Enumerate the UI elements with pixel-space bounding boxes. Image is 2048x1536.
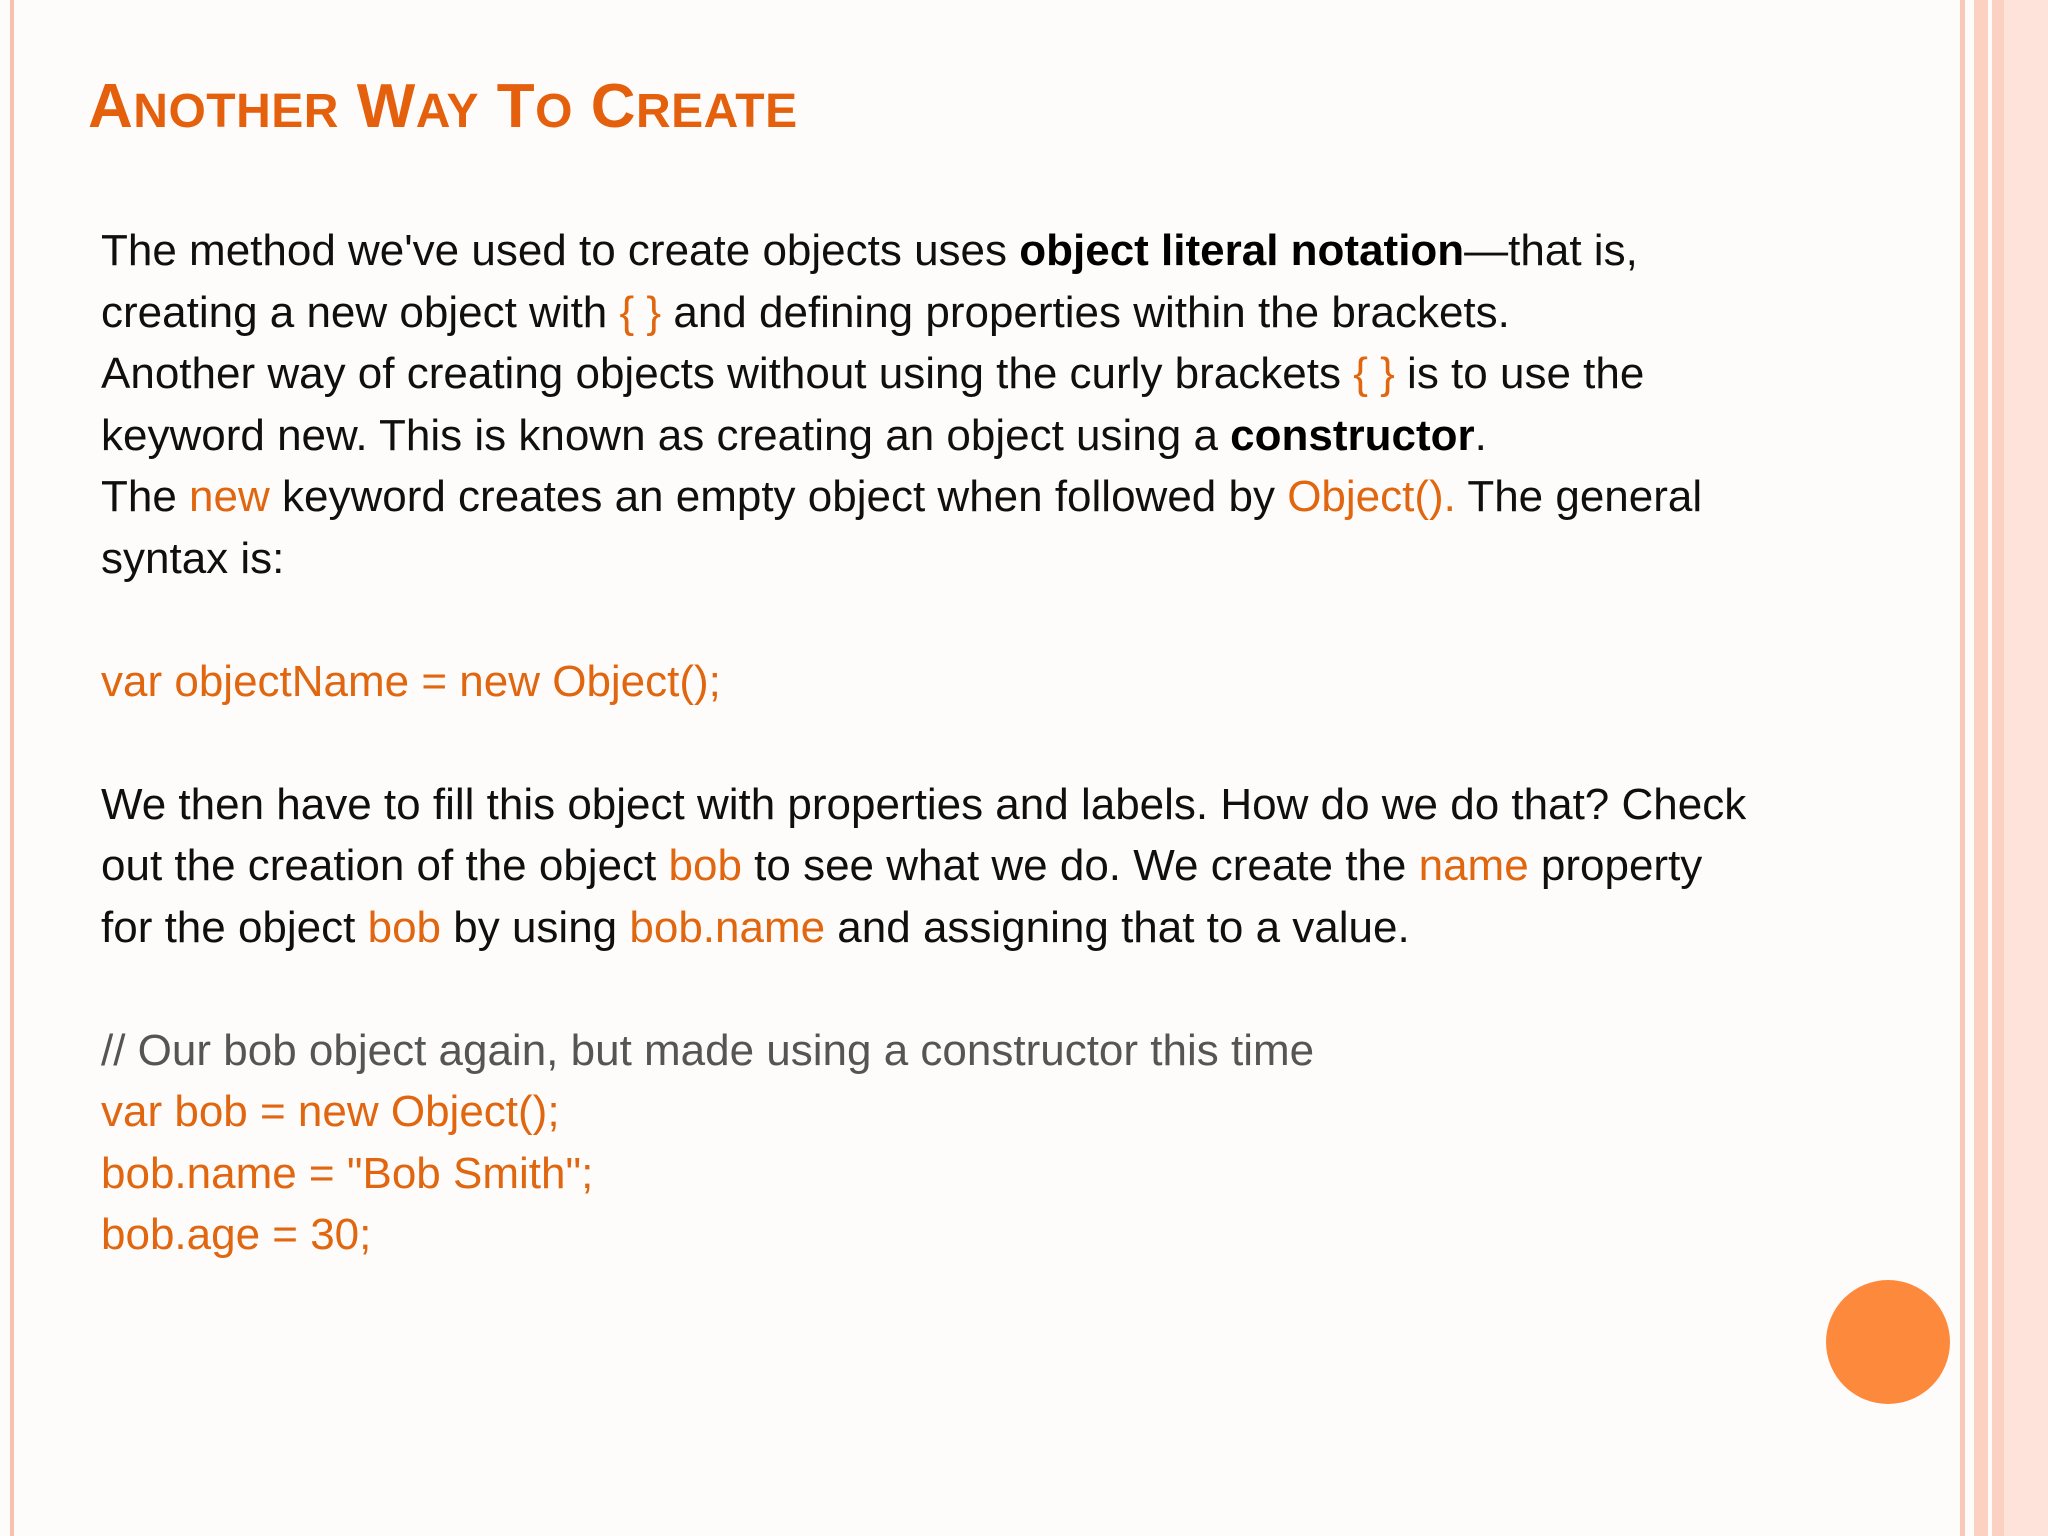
- code-term: new: [189, 472, 270, 521]
- spacer: [101, 712, 1941, 774]
- text-run: —that is,: [1464, 226, 1638, 275]
- text-run: The: [101, 472, 190, 521]
- text-run: keyword creates an empty object when followed by: [269, 472, 1288, 521]
- text-run: is to use the: [1394, 349, 1645, 398]
- right-border-stripe: [1974, 0, 1988, 1536]
- spacer: [101, 589, 1941, 651]
- code-line: [101, 1204, 1941, 1266]
- text-run: for the object: [101, 902, 368, 952]
- paragraph-line: [101, 405, 1941, 467]
- text-run: property: [1528, 841, 1703, 890]
- slide-title: [88, 72, 798, 147]
- text-run: We then have to fill this object with properties and labels. How do we do that? Check: [101, 779, 1747, 829]
- text-run: keyword new. This is known as creating an object using a: [101, 410, 1231, 460]
- slide-body: [101, 220, 1941, 1266]
- code-comment-line: [101, 1020, 1941, 1082]
- paragraph-line: [101, 774, 1941, 836]
- paragraph-line: [101, 466, 1941, 528]
- code-term: bob.name: [629, 902, 826, 952]
- text-run: by using: [441, 902, 630, 952]
- code-text: bob.name = "Bob Smith";: [101, 1148, 594, 1198]
- paragraph-line: [101, 343, 1941, 405]
- text-run: Another way of creating objects without using the curly brackets: [101, 349, 1354, 398]
- right-border-stripe: [1960, 0, 1965, 1536]
- text-run: The method we've used to create objects uses: [101, 226, 1020, 275]
- code-term: bob: [367, 902, 442, 952]
- code-line: [101, 1081, 1941, 1143]
- paragraph-line: [101, 220, 1941, 282]
- text-run: The general: [1455, 472, 1703, 521]
- left-border-line: [10, 0, 14, 1536]
- text-run: creating a new object with: [101, 287, 620, 337]
- syntax-code-line: [101, 651, 1941, 713]
- code-term: Object().: [1287, 472, 1456, 521]
- paragraph-line: [101, 897, 1941, 959]
- paragraph-line: [101, 835, 1941, 897]
- code-text: bob.age = 30;: [101, 1210, 372, 1259]
- text-run: out the creation of the object: [101, 841, 669, 890]
- text-run: syntax is:: [101, 533, 285, 583]
- code-comment: // Our bob object again, but made using a constructor this time: [101, 1025, 1315, 1075]
- text-run: and assigning that to a value.: [825, 902, 1410, 952]
- text-run: to see what we do. We create the: [741, 841, 1419, 890]
- paragraph-line: [101, 282, 1941, 344]
- right-border-panel: [2004, 0, 2048, 1536]
- bold-term: object literal notation: [1019, 226, 1465, 275]
- code-text: var objectName = new Object();: [101, 656, 721, 706]
- decorative-circle: [1826, 1280, 1950, 1404]
- code-term: { }: [619, 287, 662, 337]
- text-run: and defining properties within the brackets.: [661, 287, 1510, 337]
- right-border-stripe: [1992, 0, 2004, 1536]
- code-line: [101, 1143, 1941, 1205]
- slide-title-text: ANOTHER WAY TO CREATE: [88, 72, 798, 141]
- code-term: bob: [668, 841, 742, 890]
- code-text: var bob = new Object();: [101, 1087, 560, 1136]
- text-run: .: [1474, 410, 1487, 460]
- bold-term: constructor: [1230, 410, 1475, 460]
- spacer: [101, 958, 1941, 1020]
- code-term: name: [1418, 841, 1529, 890]
- paragraph-line: [101, 528, 1941, 590]
- code-term: { }: [1353, 349, 1395, 398]
